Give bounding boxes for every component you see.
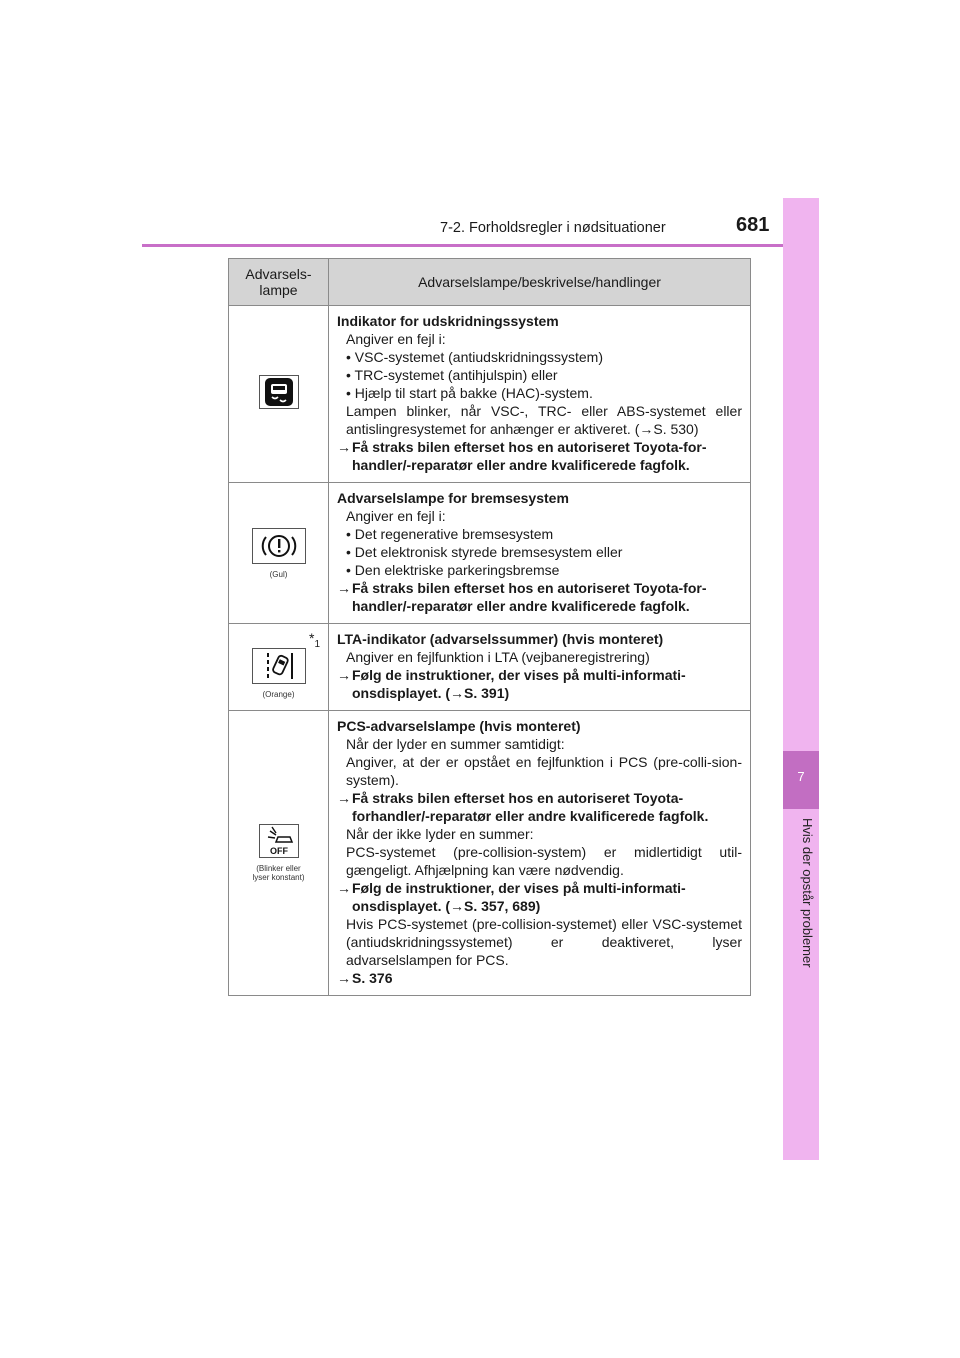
bullet-item: • Det regenerative bremsesystem — [346, 526, 554, 542]
arrow-icon: → — [337, 667, 351, 683]
description-cell — [329, 711, 751, 996]
desc-paragraph: PCS-systemet (pre-collision-system) er midlertidigt util-gængeligt. Afhjælpning kan være nødvendig. — [346, 844, 742, 878]
description-cell — [329, 483, 751, 624]
chapter-number-box — [783, 751, 819, 809]
chapter-number: 7 — [797, 769, 805, 784]
arrow-icon: → — [337, 439, 351, 455]
table-row — [229, 483, 751, 624]
desc-line: Angiver en fejl i: — [346, 508, 446, 524]
action-line: →Følg de instruktioner, der vises på multi-informati- — [337, 667, 686, 683]
chapter-label: Hvis der opstår problemer — [800, 818, 815, 968]
desc-line: Når der lyder en summer samtidigt: — [346, 736, 565, 752]
brake-warning-icon — [252, 528, 306, 564]
bullet-item: • VSC-systemet (antiudskridningssystem) — [346, 349, 603, 365]
desc-line: Angiver en fejl i: — [346, 331, 446, 347]
action-line-cont: handler/-reparatør eller andre kvalificerede fagfolk. — [352, 457, 690, 473]
page-number: 681 — [736, 214, 770, 236]
lamp-title: Advarselslampe for bremsesystem — [337, 490, 569, 506]
lamp-title: LTA-indikator (advarselssummer) (hvis monteret) — [337, 631, 664, 647]
lamp-cell — [229, 624, 329, 711]
arrow-icon: → — [337, 790, 351, 806]
footnote-marker: $*_1$ — [308, 630, 320, 650]
action-line: →Få straks bilen efterset hos en autoriseret Toyota-for- — [337, 439, 707, 455]
arrow-icon: → — [337, 880, 351, 896]
table-row — [229, 624, 751, 711]
action-line-cont: onsdisplayet. (→S. 391) — [352, 685, 510, 701]
col-header-description: Advarselslampe/beskrivelse/handlinger — [329, 259, 751, 306]
lamp-title: PCS-advarselslampe (hvis monteret) — [337, 718, 581, 734]
lamp-caption: (Blinker eller lyser konstant) — [252, 864, 305, 882]
action-line-cont: forhandler/-reparatør eller andre kvalificerede fagfolk. — [352, 808, 709, 824]
arrow-icon: → — [337, 580, 351, 596]
pcs-off-icon — [259, 824, 299, 858]
bullet-item: • Hjælp til start på bakke (HAC)-system. — [346, 385, 593, 401]
svg-text:OFF: OFF — [269, 846, 288, 856]
skid-indicator-icon — [259, 375, 299, 409]
lamp-cell — [229, 306, 329, 483]
bullet-item: • Det elektronisk styrede bremsesystem eller — [346, 544, 623, 560]
desc-paragraph: Angiver, at der er opstået en fejlfunktion i PCS (pre-colli-sion-system). — [346, 754, 742, 788]
action-line: →S. 376 — [337, 970, 393, 986]
desc-paragraph: Lampen blinker, når VSC-, TRC- eller ABS-systemet eller antislingresystemet for anhænger er aktiveret. (→S. 530) — [346, 403, 742, 437]
lta-indicator-icon — [252, 648, 306, 684]
description-cell — [329, 306, 751, 483]
desc-line: Angiver en fejlfunktion i LTA (vejbaneregistrering) — [346, 649, 650, 665]
lamp-title: Indikator for udskridningssystem — [337, 313, 559, 329]
action-line-cont: onsdisplayet. (→S. 357, 689) — [352, 898, 541, 914]
action-line-cont: handler/-reparatør eller andre kvalificerede fagfolk. — [352, 598, 690, 614]
col-header-lamp: Advarsels-lampe — [229, 259, 329, 306]
table-row — [229, 711, 751, 996]
desc-line: Når der ikke lyder en summer: — [346, 826, 534, 842]
chapter-side-tab[interactable] — [783, 198, 819, 1160]
bullet-item: • Den elektriske parkeringsbremse — [346, 562, 560, 578]
action-line: →Få straks bilen efterset hos en autoriseret Toyota-for- — [337, 580, 707, 596]
lamp-cell — [229, 483, 329, 624]
description-cell — [329, 624, 751, 711]
desc-paragraph: Hvis PCS-systemet (pre-collision-systemet) eller VSC-systemet (antiudskridningssystemet) er deaktiveret, lyser advarselslampen for PCS. — [346, 916, 742, 968]
lamp-caption: (Gul) — [269, 569, 288, 579]
arrow-icon: → — [337, 970, 351, 986]
lamp-caption: (Orange) — [262, 689, 295, 699]
header-rule — [142, 244, 818, 247]
table-header-row — [229, 259, 751, 306]
action-line: →Få straks bilen efterset hos en autoriseret Toyota- — [337, 790, 684, 806]
lamp-cell — [229, 711, 329, 996]
section-title: 7-2. Forholdsregler i nødsituationer — [440, 220, 666, 236]
warning-lamp-table — [228, 258, 751, 996]
action-line: →Følg de instruktioner, der vises på multi-informati- — [337, 880, 686, 896]
bullet-item: • TRC-systemet (antihjulspin) eller — [346, 367, 558, 383]
table-row — [229, 306, 751, 483]
